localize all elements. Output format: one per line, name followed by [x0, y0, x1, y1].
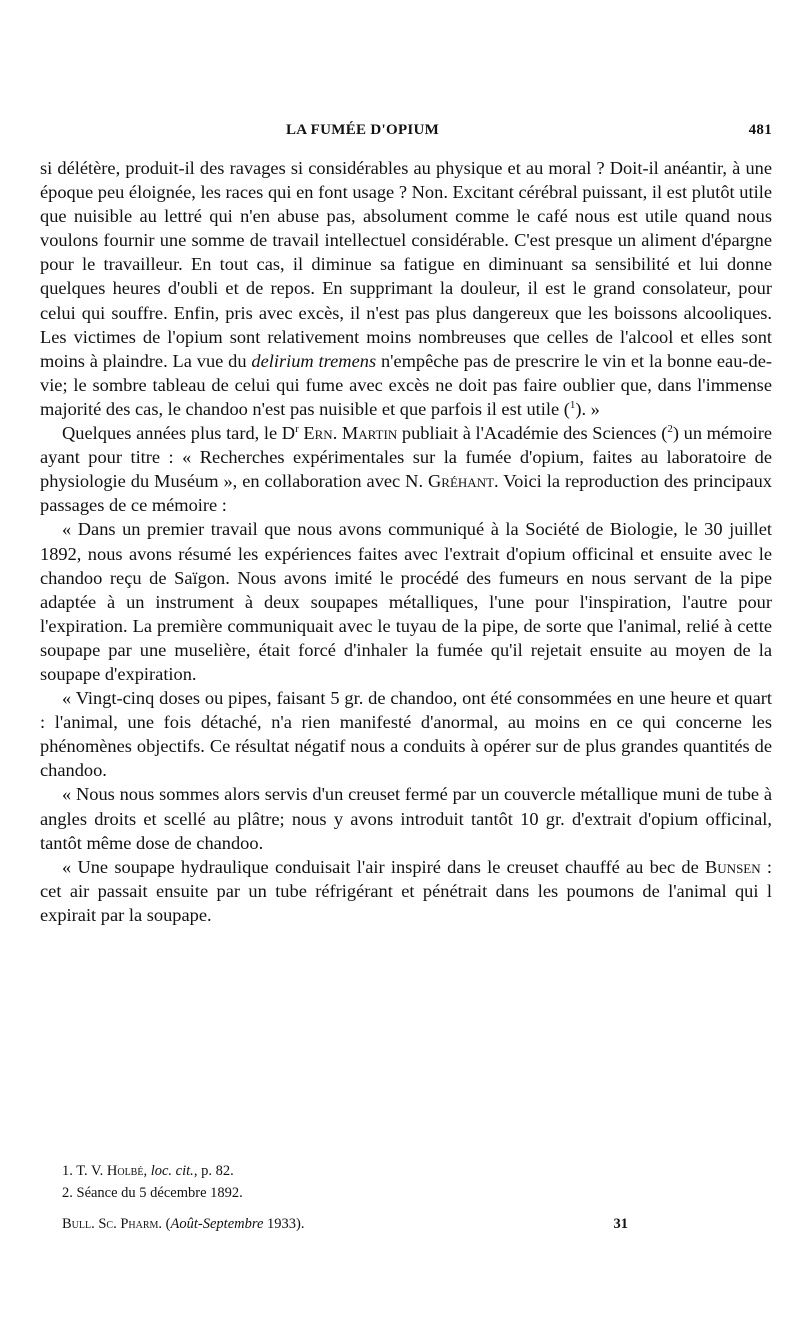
footnote-text: Séance du 5 décembre 1892. [76, 1185, 243, 1201]
footnote-text: , p. 82. [193, 1163, 234, 1179]
footnotes [62, 1160, 762, 1204]
italic-term: delirium tremens [251, 350, 377, 371]
page-footer [62, 1216, 628, 1238]
author-name: Gréhant [428, 471, 495, 492]
footnote-1 [62, 1160, 762, 1182]
footnote-2 [62, 1182, 762, 1204]
paragraph-text: si délétère, produit-il des ravages si considérables au physique et au moral ? Doit-il anéantir, à une époque peu éloignée, les races qui en font usage ? Non. Excitant cérébral puissant, il est plutôt utile que nuisible au lettré qui n'en abuse pas, absolument comme le café nous est utile quand nous voulons fournir une somme de travail intellectuel considérable. C'est presque un aliment d'épargne pour le travailleur. En tout cas, il diminue sa fatigue en diminuant sa sensibilité et lui donne quelques heures d'oubli et de repos. En supprimant la douleur, il est le grand consolateur, pour celui qui souffre. Enfin, pris avec excès, il n'est pas plus dangereux que les boissons alcooliques. Les victimes de l'opium sont relativement moins nombreuses que celles de l'alcool et elles sont moins à plaindre. La vue du [40, 158, 772, 371]
paragraph-crucible: « Nous nous sommes alors servis d'un creuset fermé par un couvercle métallique muni de tube à angles droits et scellé au plâtre; nous y avons introduit tantôt 10 gr. d'extrait d'opium officinal, tantôt même dose de chandoo. [40, 784, 772, 853]
footnote-ref[interactable]: 1 [569, 398, 576, 411]
signature-number: 31 [613, 1216, 628, 1232]
journal-name: Bull. Sc. Pharm. [62, 1216, 163, 1232]
title-abbrev-sup: r [295, 422, 299, 435]
running-head [40, 122, 772, 144]
paragraph-first-work: « Dans un premier travail que nous avons communiqué à la Société de Biologie, le 30 juillet 1892, nous avons résumé les expériences faites avec l'extrait d'opium officinal et ensuite avec le chandoo reçu de Saïgon. Nous avons imité le procédé des fumeurs en nous servant de la pipe adaptée à un instrument à deux soupapes métalliques, l'une pour l'inspiration, l'autre pour l'expiration. La première communiquait avec le tuyau de la pipe, de sorte que l'animal, relié à cette soupape par une muselière, était forcé d'inhaler la fumée qu'il rejetait ensuite au moyen de la soupape d'expiration. [40, 519, 772, 684]
footnote-italic: loc. cit. [150, 1163, 194, 1179]
issue-year: 1933). [263, 1216, 305, 1232]
paragraph-text: « Une soupape hydraulique conduisait l'air inspiré dans le creuset chauffé au bec de [62, 856, 706, 877]
footnote-number: 2. [62, 1185, 73, 1201]
paragraph-text: . Voici la reproduction des principaux passages de ce mémoire : [40, 471, 772, 516]
person-name: Bunsen [705, 856, 761, 877]
paragraph-text: n'empêche pas de prescrire le vin et la bonne eau-de-vie; le sombre tableau de celui qui fume avec excès ne doit pas faire oublier que, dans l'immense majorité des cas, le chandoo n'est pas nuisible et que parfois il est utile ( [40, 350, 772, 419]
paragraph-valve [40, 855, 772, 927]
paragraph-text: Quelques années plus tard, le D [62, 423, 296, 444]
page-number: 481 [748, 122, 772, 138]
paragraph-text: publiait à l'Académie des Sciences ( [397, 423, 668, 444]
footnote-number: 1. [62, 1163, 73, 1179]
footnote-text: , [143, 1163, 151, 1179]
footer-text: ( [162, 1216, 171, 1232]
running-title: LA FUMÉE D'OPIUM [286, 122, 440, 138]
paragraph-text: ) un mémoire ayant pour titre : « Recherches expérimentales sur la fumée d'opium, faites au laboratoire de physiologie du Muséum », en collaboration avec N. [40, 423, 773, 492]
author-name: Holbé [106, 1163, 144, 1179]
author-name: Ern. Martin [298, 423, 398, 444]
paragraph-doses: « Vingt-cinq doses ou pipes, faisant 5 gr. de chandoo, ont été consommées en une heure et quart : l'animal, une fois détaché, n'a rien manifesté d'anormal, au moins en ce qui concerne les phénomènes objectifs. Ce résultat négatif nous a conduits à opérer sur de plus grandes quantités de chandoo. [40, 688, 772, 781]
paragraph-text: : cet air passait ensuite par un tube réfrigérant et pénétrait dans les poumons de l'animal qui l expirait par la soupape. [40, 856, 773, 925]
paragraph-martin [40, 421, 772, 517]
issue-date: Août-Septembre [170, 1216, 264, 1232]
paragraph-opium-effects [40, 156, 772, 421]
footnote-ref[interactable]: 2 [667, 422, 673, 435]
body-text [40, 156, 772, 927]
paragraph-text: ). » [575, 398, 600, 419]
footnote-text: T. V. [76, 1163, 107, 1179]
